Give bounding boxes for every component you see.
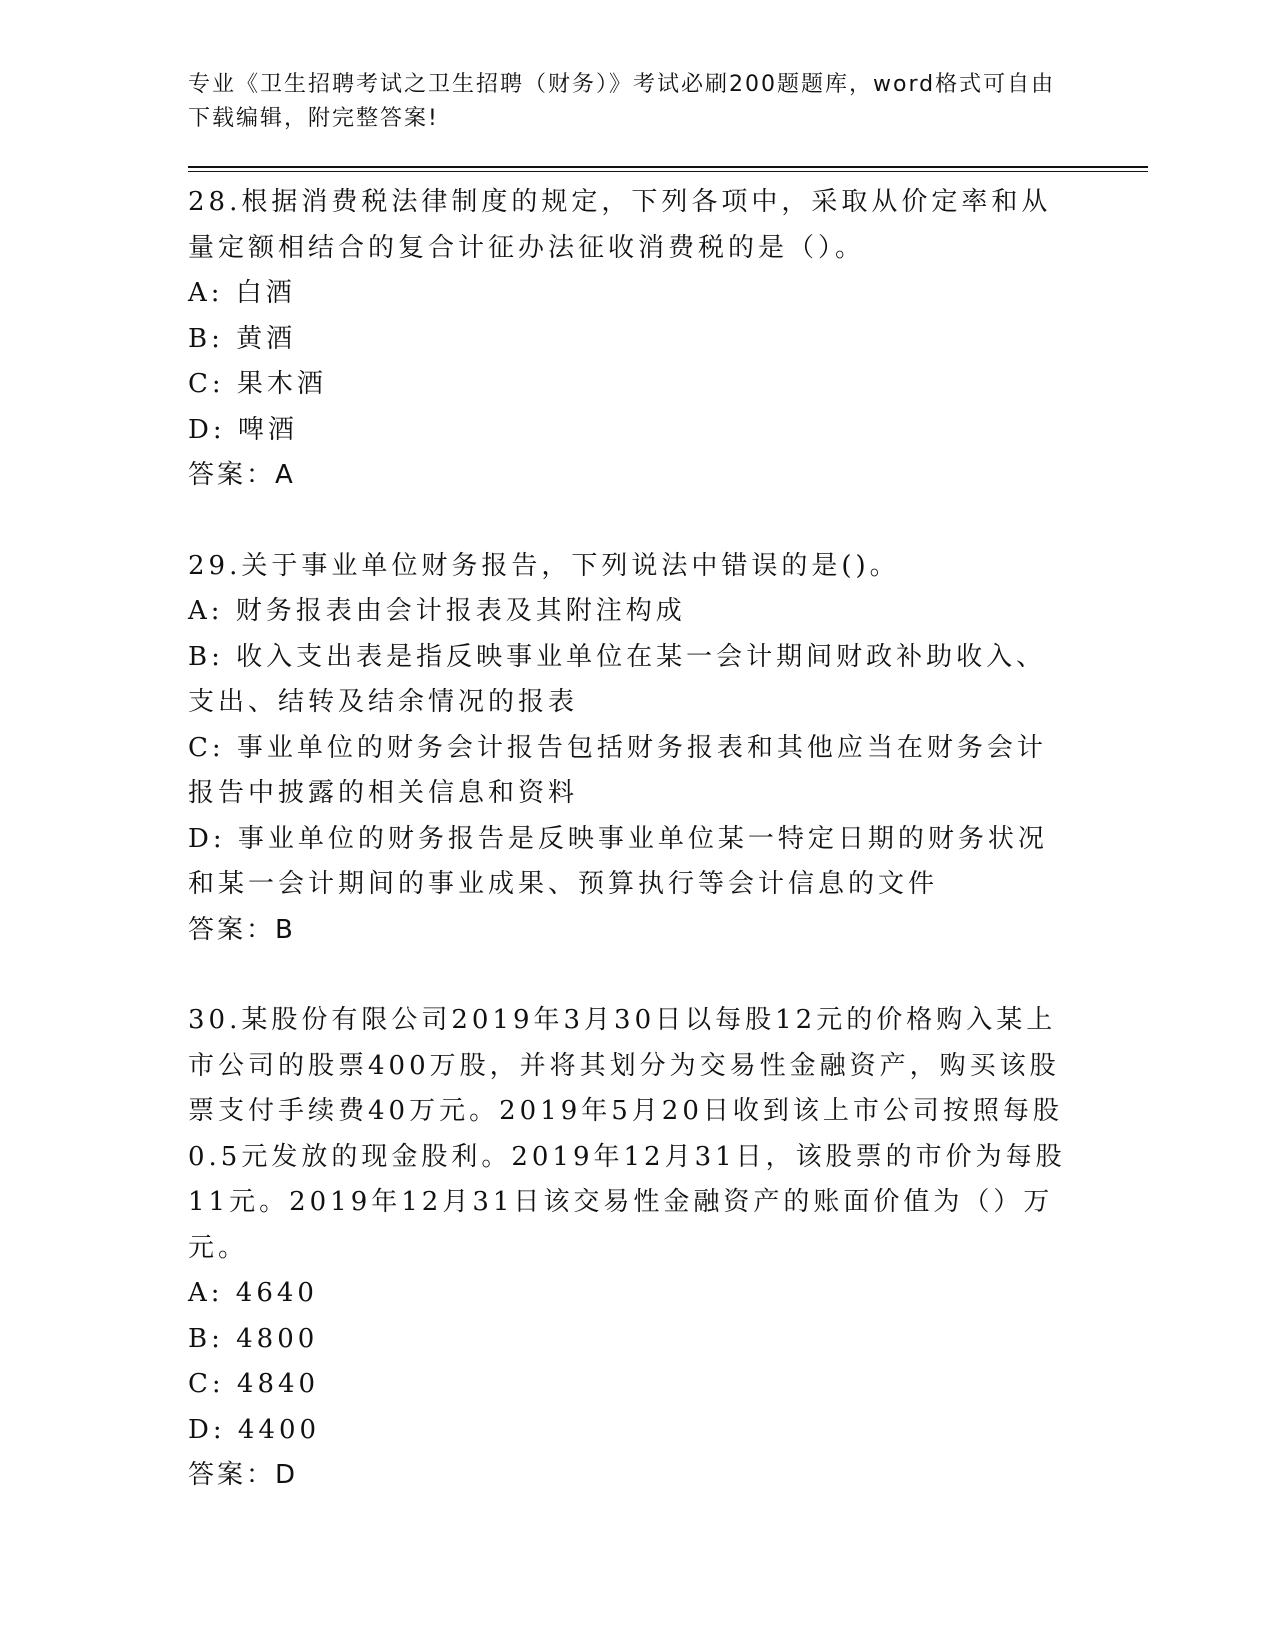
header-divider bbox=[188, 166, 1148, 172]
answer-line: 答案：B bbox=[188, 914, 296, 945]
document-page bbox=[188, 68, 1148, 1499]
question-text: 29.关于事业单位财务报告，下列说法中错误的是()。 bbox=[188, 550, 900, 581]
option-c: C: 4840 bbox=[188, 1369, 320, 1399]
option-d: D: 事业单位的财务报告是反映事业单位某一特定日期的财务状况和某一会计期间的事业成果、预算执行等会计信息的文件 bbox=[188, 823, 1048, 899]
question-28 bbox=[188, 180, 1148, 499]
option-b: B: 收入支出表是指反映事业单位在某一会计期间财政补助收入、支出、结转及结余情况的报表 bbox=[188, 641, 1047, 717]
option-d: D: 啤酒 bbox=[188, 414, 298, 445]
question-text: 28.根据消费税法律制度的规定，下列各项中，采取从价定率和从量定额相结合的复合计征办法征收消费税的是（）。 bbox=[188, 187, 1052, 263]
option-a: A: 白酒 bbox=[188, 278, 296, 308]
question-30 bbox=[188, 998, 1148, 1499]
option-a: A: 财务报表由会计报表及其附注构成 bbox=[188, 596, 686, 626]
document-header: 专业《卫生招聘考试之卫生招聘（财务）》考试必刷200题题库，word格式可自由下载编辑，附完整答案! bbox=[188, 72, 1056, 131]
answer-line: 答案：D bbox=[188, 1460, 299, 1490]
option-c: C: 事业单位的财务会计报告包括财务报表和其他应当在财务会计报告中披露的相关信息和资料 bbox=[188, 732, 1047, 808]
option-a: A: 4640 bbox=[188, 1278, 318, 1308]
option-c: C: 果木酒 bbox=[188, 369, 327, 399]
option-b: B: 4800 bbox=[188, 1323, 319, 1354]
question-text: 30.某股份有限公司2019年3月30日以每股12元的价格购入某上市公司的股票400万股，并将其划分为交易性金融资产，购买该股票支付手续费40万元。2019年5月20日收到该上市公司按照每股0.5元发放的现金股利。2019年12月31日，该股票的市价为每股11元。2019年12月31日该交易性金融资产的账面价值为（）万元。 bbox=[188, 1005, 1066, 1263]
option-d: D: 4400 bbox=[188, 1414, 321, 1445]
question-29 bbox=[188, 544, 1148, 954]
answer-line: 答案：A bbox=[188, 460, 296, 490]
option-b: B: 黄酒 bbox=[188, 323, 297, 354]
